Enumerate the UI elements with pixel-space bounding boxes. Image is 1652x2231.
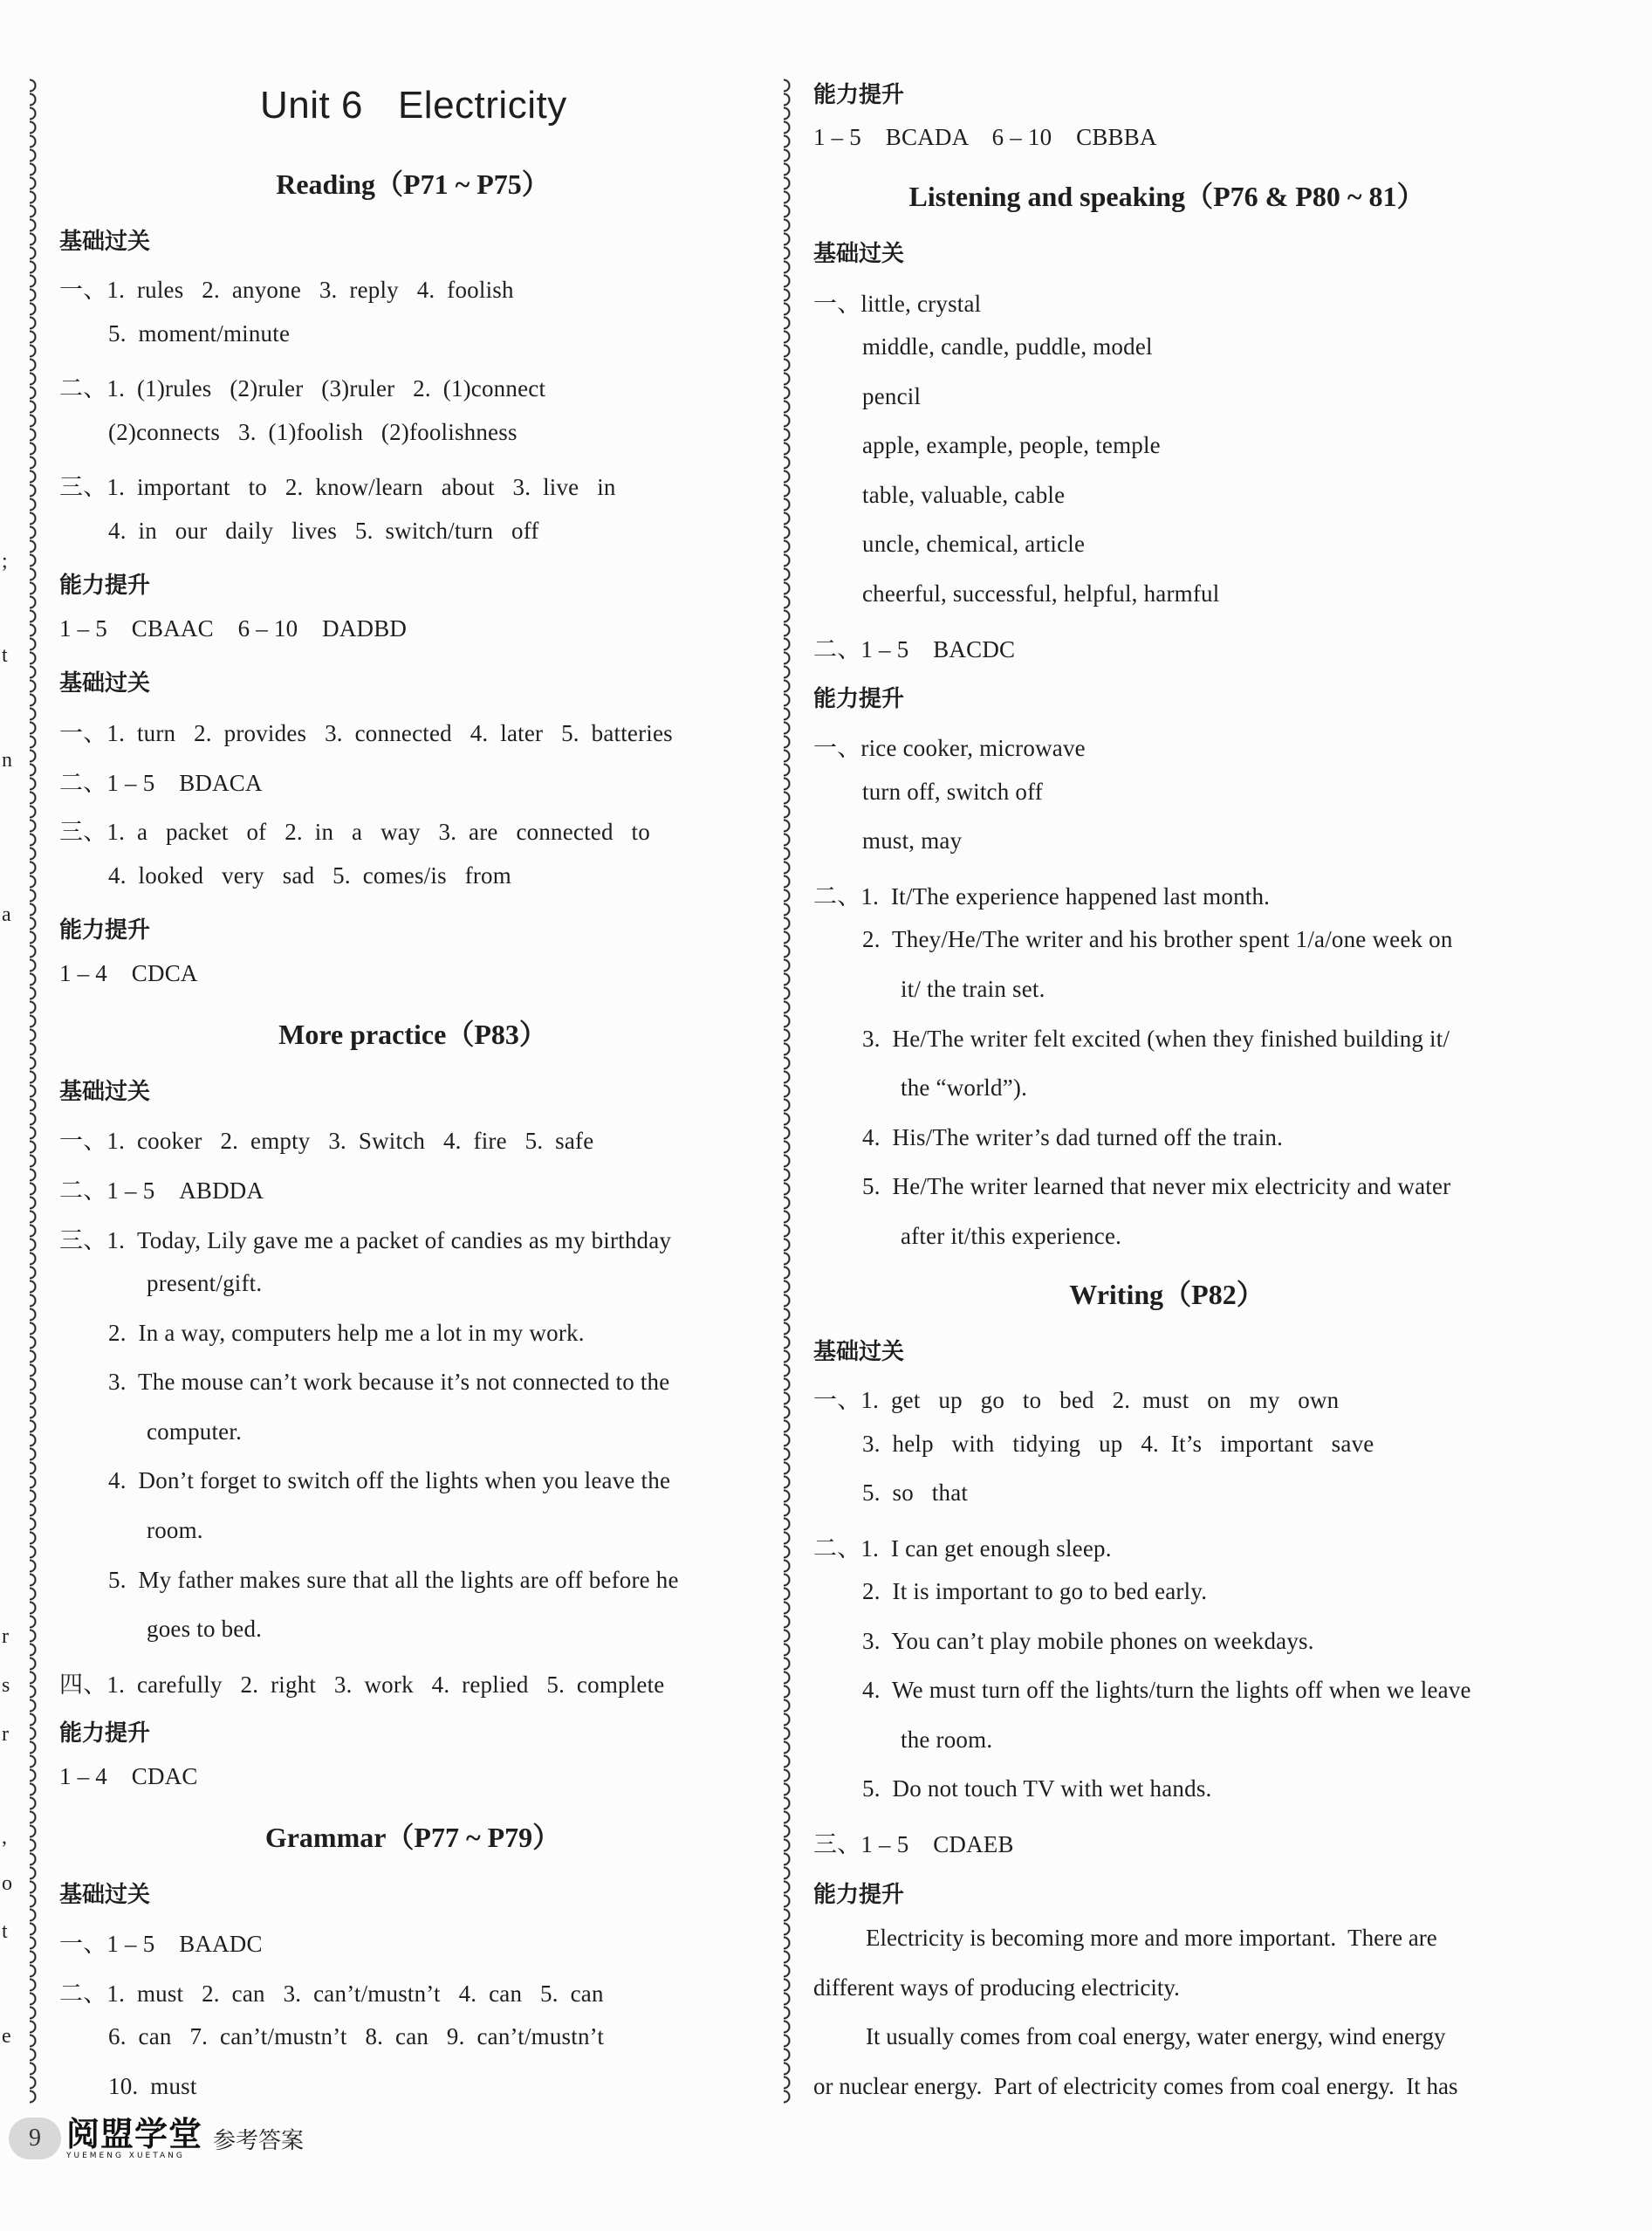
subheading-advanced: 能力提升 (813, 82, 905, 108)
subheading-basic: 基础过关 (59, 1882, 151, 1908)
answer-line: apple, example, people, temple (862, 432, 1161, 458)
answer-line: middle, candle, puddle, model (862, 333, 1153, 360)
answer-line: 5. so that (862, 1479, 969, 1506)
side-fragment: t (2, 644, 8, 667)
answer-line: 2. They/He/The writer and his brother spent 1/a/one week on (862, 926, 1453, 952)
answer-line: 3. He/The writer felt excited (when they finished building it/ (862, 1026, 1450, 1052)
answer-line: 2. In a way, computers help me a lot in my work. (108, 1320, 585, 1346)
side-fragment: ; (2, 550, 8, 573)
answer-line: 二、1. It/The experience happened last month. (813, 883, 1271, 910)
answer-line: pencil (862, 383, 922, 409)
answer-line: must, may (862, 827, 963, 854)
side-fragment: , (2, 1826, 7, 1849)
side-fragment: r (2, 1723, 9, 1746)
answer-line: after it/this experience. (901, 1223, 1122, 1249)
answer-line: 4. We must turn off the lights/turn the lights off when we leave (862, 1677, 1471, 1703)
answer-line: 4. His/The writer’s dad turned off the train. (862, 1124, 1284, 1150)
answer-line: 一、1. get up go to bed 2. must on my own (813, 1387, 1340, 1413)
answer-line: goes to bed. (147, 1616, 263, 1642)
answer-line: 4. Don’t forget to switch off the lights when you leave the (108, 1467, 671, 1493)
answer-line: the “world”). (901, 1074, 1028, 1101)
answer-line: 10. must (108, 2073, 197, 2099)
answer-line: 二、1. must 2. can 3. can’t/mustn’t 4. can 5. can (59, 1980, 604, 2007)
section-title-listening: Listening and speaking（P76 & P80 ~ 81） (908, 181, 1425, 212)
answer-line: 三、1. important to 2. know/learn about 3. live in (59, 474, 616, 500)
answer-line: 1 – 5 BCADA 6 – 10 CBBBA (813, 124, 1157, 150)
answer-line: 一、1. rules 2. anyone 3. reply 4. foolish (59, 277, 514, 303)
side-fragment: o (2, 1872, 12, 1895)
side-fragment: e (2, 2025, 11, 2048)
section-title-more-practice: More practice（P83） (278, 1019, 547, 1050)
answer-line: 三、1. a packet of 2. in a way 3. are connected to (59, 819, 650, 845)
side-fragment: n (2, 749, 12, 772)
answer-line: cheerful, successful, helpful, harmful (862, 580, 1220, 607)
answer-line: 1 – 4 CDAC (59, 1763, 198, 1789)
subheading-basic: 基础过关 (813, 1339, 905, 1365)
answer-line: table, valuable, cable (862, 482, 1066, 508)
answer-line: 二、1 – 5 BACDC (813, 636, 1016, 662)
answer-line: (2)connects 3. (1)foolish (2)foolishness (108, 419, 518, 445)
answer-line: 二、1. I can get enough sleep. (813, 1535, 1112, 1562)
subheading-advanced: 能力提升 (59, 573, 151, 599)
subheading-advanced: 能力提升 (813, 686, 905, 712)
unit-number: Unit 6 (260, 84, 363, 127)
brand-logo (66, 2114, 203, 2160)
answer-line: 2. It is important to go to bed early. (862, 1578, 1208, 1604)
side-fragment: a (2, 903, 11, 926)
subheading-basic: 基础过关 (813, 241, 905, 267)
essay-line: Electricity is becoming more and more important. There are (866, 1925, 1437, 1951)
answer-line: 5. My father makes sure that all the lights are off before he (108, 1567, 679, 1593)
answer-line: 3. You can’t play mobile phones on weekdays. (862, 1628, 1314, 1654)
answer-line: 二、1 – 5 BDACA (59, 770, 263, 796)
side-fragment: r (2, 1625, 9, 1648)
brand-name: 阅盟学堂 (66, 2114, 203, 2153)
answer-line: 三、1 – 5 CDAEB (813, 1831, 1014, 1857)
essay-line: different ways of producing electricity. (813, 1974, 1180, 2001)
answer-line: 6. can 7. can’t/mustn’t 8. can 9. can’t/mustn’t (108, 2023, 605, 2049)
unit-title (260, 84, 653, 127)
subheading-advanced: 能力提升 (813, 1882, 905, 1908)
answer-line: 二、1. (1)rules (2)ruler (3)ruler 2. (1)connect (59, 375, 546, 402)
essay-line: It usually comes from coal energy, water energy, wind energy (866, 2023, 1446, 2049)
answer-line: present/gift. (147, 1270, 263, 1296)
unit-name: Electricity (397, 84, 567, 127)
subheading-advanced: 能力提升 (59, 917, 151, 944)
answer-line: 4. looked very sad 5. comes/is from (108, 862, 511, 889)
answer-line: computer. (147, 1418, 243, 1445)
footer-label: 参考答案 (213, 2127, 305, 2154)
section-title-reading: Reading（P71 ~ P75） (276, 168, 550, 200)
answer-line: 一、little, crystal (813, 291, 982, 317)
answer-line: 一、1. turn 2. provides 3. connected 4. later 5. batteries (59, 720, 673, 746)
section-title-writing: Writing（P82） (1069, 1279, 1265, 1310)
answer-line: 一、rice cooker, microwave (813, 735, 1086, 761)
answer-line: room. (147, 1517, 203, 1543)
answer-line: 1 – 4 CDCA (59, 960, 198, 986)
answer-line: 一、1. cooker 2. empty 3. Switch 4. fire 5. safe (59, 1128, 594, 1154)
answer-line: 5. He/The writer learned that never mix electricity and water (862, 1173, 1451, 1199)
column-divider (784, 79, 796, 2104)
answer-line: 一、1 – 5 BAADC (59, 1931, 263, 1957)
answer-line: it/ the train set. (901, 976, 1045, 1002)
subheading-basic: 基础过关 (59, 670, 151, 697)
answer-line: the room. (901, 1726, 993, 1753)
answer-line: 二、1 – 5 ABDDA (59, 1177, 264, 1204)
answer-line: turn off, switch off (862, 779, 1043, 805)
subheading-basic: 基础过关 (59, 229, 151, 255)
answer-line: 3. help with tidying up 4. It’s important save (862, 1431, 1374, 1457)
answer-line: 5. moment/minute (108, 320, 291, 347)
answer-line: 1 – 5 CBAAC 6 – 10 DADBD (59, 615, 408, 642)
page-number: 9 (9, 2118, 61, 2159)
side-fragment: t (2, 1920, 8, 1943)
answer-line: 三、1. Today, Lily gave me a packet of candies as my birthday (59, 1227, 672, 1253)
essay-line: or nuclear energy. Part of electricity comes from coal energy. It has (813, 2073, 1458, 2099)
brand-subtitle: YUEMENG XUETANG (66, 2151, 185, 2160)
side-fragment: s (2, 1674, 10, 1697)
left-margin-divider (30, 79, 42, 2104)
answer-line: 四、1. carefully 2. right 3. work 4. replied 5. complete (59, 1672, 665, 1698)
page-footer (9, 2112, 323, 2165)
answer-line: 3. The mouse can’t work because it’s not connected to the (108, 1369, 670, 1395)
subheading-advanced: 能力提升 (59, 1720, 151, 1747)
answer-line: uncle, chemical, article (862, 531, 1086, 557)
subheading-basic: 基础过关 (59, 1079, 151, 1105)
section-title-grammar: Grammar（P77 ~ P79） (264, 1822, 561, 1853)
answer-line: 4. in our daily lives 5. switch/turn off (108, 518, 539, 544)
answer-line: 5. Do not touch TV with wet hands. (862, 1775, 1212, 1802)
